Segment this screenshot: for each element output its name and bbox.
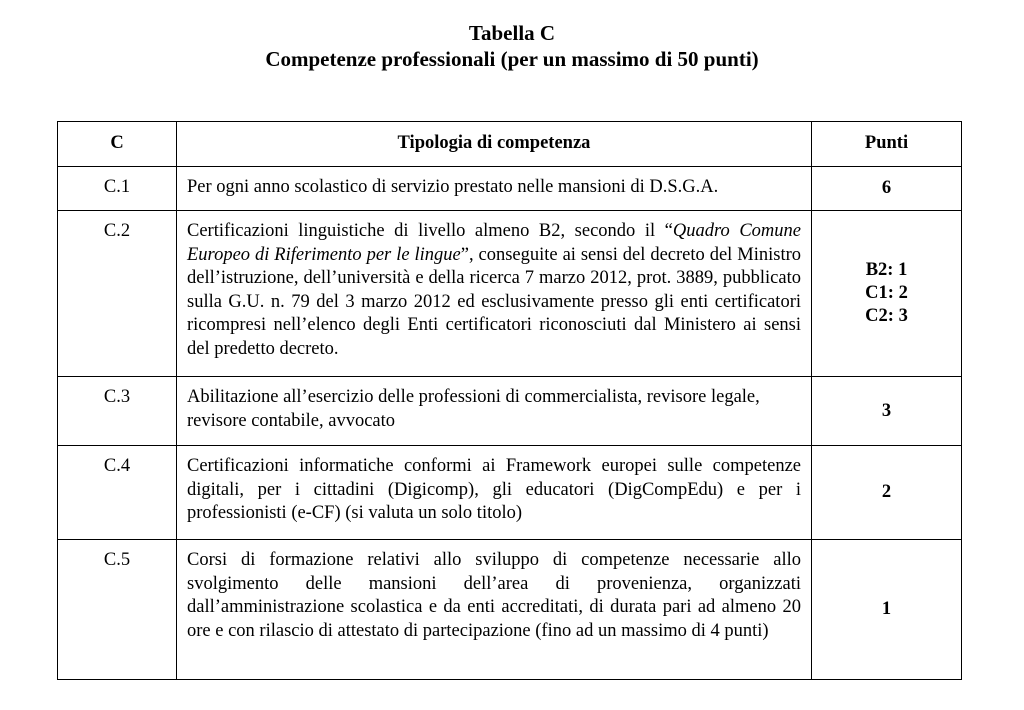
document-title: Tabella C [468, 21, 556, 45]
row-description: Corsi di formazione relativi allo sviluppo di competenze necessarie allo svolgimento delle mansioni dell’area di provenienza, organizzati dall’amministrazione scolastica e da enti accreditati, di durata pari ad almeno 20 ore e con rilascio di attestato di partecipazione (fino ad un massimo di 4 punti) [177, 540, 812, 680]
row-code: C.1 [58, 167, 177, 211]
points-value: 2 [881, 482, 892, 502]
points-value-b2: B2: 1 [865, 260, 908, 280]
column-header-code: C [58, 122, 177, 167]
row-description [177, 211, 812, 377]
row-code: C.3 [58, 377, 177, 446]
points-value: 6 [881, 178, 892, 198]
points-value: 1 [881, 599, 892, 619]
column-header-points: Punti [812, 122, 962, 167]
row-points [812, 377, 962, 446]
row-code: C.2 [58, 211, 177, 377]
row-points [812, 540, 962, 680]
document-subtitle: Competenze professionali (per un massimo di 50 punti) [265, 47, 759, 71]
row-code: C.5 [58, 540, 177, 680]
row-code: C.4 [58, 446, 177, 540]
description-text: Certificazioni linguistiche di livello almeno B2, secondo il “ [187, 221, 673, 241]
table-row-c2 [58, 211, 962, 377]
document-header [0, 20, 1024, 72]
row-points [812, 167, 962, 211]
row-points [812, 211, 962, 377]
row-description: Per ogni anno scolastico di servizio prestato nelle mansioni di D.S.G.A. [177, 167, 812, 211]
points-value: 3 [881, 400, 892, 421]
description-italic-text: Quadro Comune Europeo di Riferimento per le lingue [187, 221, 801, 265]
row-description: Certificazioni informatiche conformi ai Framework europei sulle competenze digitali, per i cittadini (Digicomp), gli educatori (DigCompEdu) e per i professionisti (e-CF) (si valuta un solo titolo) [177, 446, 812, 540]
table-row-c1 [58, 167, 962, 211]
points-value-c1: C1: 2 [865, 283, 908, 303]
column-header-type: Tipologia di competenza [177, 122, 812, 167]
table-header-row [58, 122, 962, 167]
table-row-c3 [58, 377, 962, 446]
row-points [812, 446, 962, 540]
points-value-c2: C2: 3 [865, 306, 908, 326]
row-description: Abilitazione all’esercizio delle professioni di commercialista, revisore legale, revisore contabile, avvocato [177, 377, 812, 446]
table-row-c4 [58, 446, 962, 540]
table-row-c5 [58, 540, 962, 680]
description-text: ”, conseguite ai sensi del decreto del Ministro dell’istruzione, dell’università e della ricerca 7 marzo 2012, prot. 3889, pubblicato sulla G.U. n. 79 del 3 marzo 2012 ed esclusivamente presso gli enti certificatori ricompresi nell’elenco degli Enti certificatori riconosciuti dal Ministero ai sensi del predetto decreto. [187, 244, 801, 359]
competence-table [57, 121, 962, 680]
